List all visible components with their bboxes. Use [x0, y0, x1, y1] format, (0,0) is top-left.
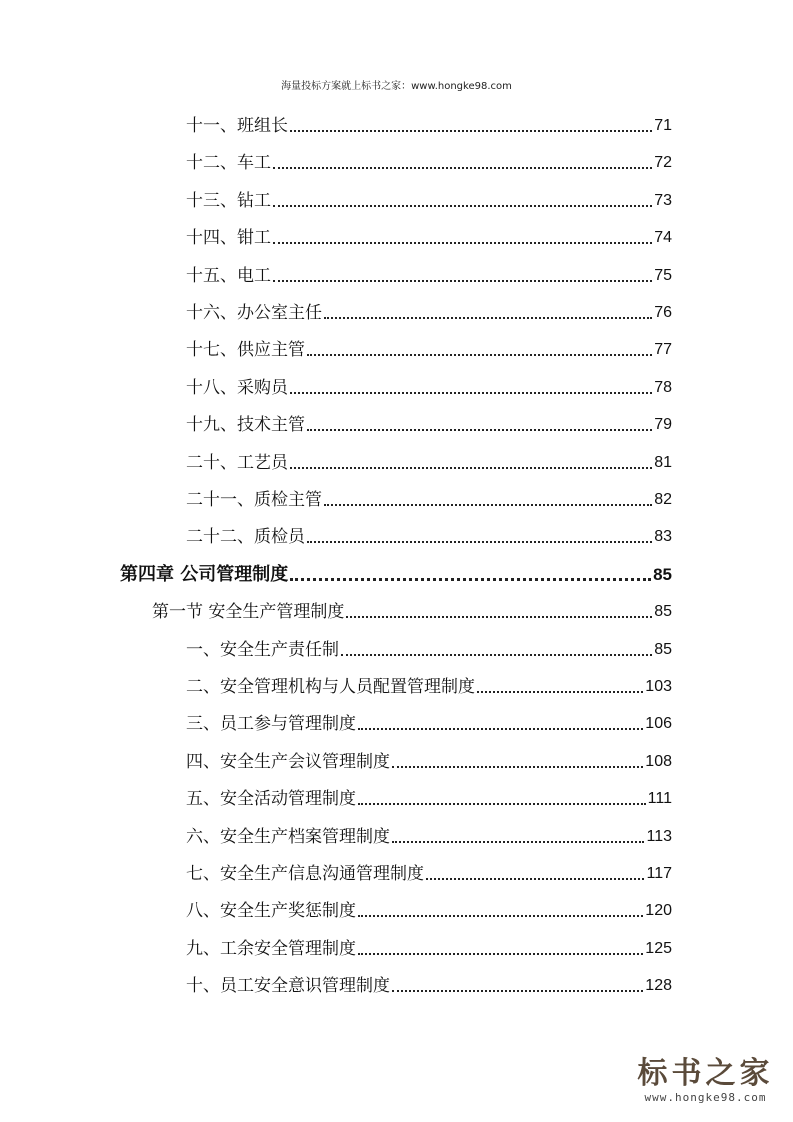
toc-page-number: 85 [654, 603, 672, 621]
toc-entry[interactable] [186, 892, 672, 922]
toc-page-number: 77 [654, 341, 672, 359]
toc-entry-label: 八、安全生产奖惩制度 [186, 901, 356, 922]
toc-page-number: 106 [645, 715, 672, 733]
toc-entry[interactable] [186, 331, 672, 361]
toc-page-number: 78 [654, 378, 672, 396]
logo-url: www.hongke98.com [644, 1091, 767, 1104]
toc-page-number: 74 [654, 229, 672, 247]
toc-leader-dots [307, 354, 652, 356]
toc-leader-dots [307, 429, 652, 431]
toc-page-number: 83 [654, 528, 672, 546]
toc-entry[interactable] [186, 780, 672, 810]
toc-entry[interactable] [186, 930, 672, 960]
toc-page-number: 103 [645, 678, 672, 695]
toc-entry[interactable] [186, 967, 672, 997]
toc-leader-dots [273, 280, 652, 282]
toc-entry[interactable] [186, 705, 672, 735]
toc-entry[interactable] [186, 144, 672, 174]
toc-entry-label: 第一节 安全生产管理制度 [152, 602, 345, 623]
toc-leader-dots [273, 167, 652, 169]
toc-page-number: 108 [645, 752, 672, 770]
toc-entry-label: 二十二、质检员 [186, 527, 305, 548]
toc-entry-label: 二、安全管理机构与人员配置管理制度 [186, 677, 475, 697]
toc-leader-dots [346, 616, 652, 618]
toc-leader-dots [358, 728, 643, 730]
toc-entry[interactable] [186, 444, 672, 474]
brand-logo [628, 1057, 783, 1104]
toc-entry[interactable] [186, 631, 672, 661]
toc-entry[interactable] [186, 294, 672, 324]
toc-entry[interactable] [186, 518, 672, 548]
toc-page-number: 82 [654, 491, 672, 508]
toc-entry[interactable] [186, 481, 672, 511]
toc-page-number: 81 [654, 453, 672, 471]
toc-leader-dots [324, 504, 652, 506]
toc-entry[interactable] [186, 107, 672, 137]
toc-entry-label: 十七、供应主管 [186, 340, 305, 361]
toc-entry-label: 二十一、质检主管 [186, 490, 322, 510]
toc-leader-dots [358, 803, 646, 805]
toc-leader-dots [273, 205, 652, 207]
toc-entry-label: 第四章 公司管理制度 [120, 563, 289, 585]
toc-page-number: 111 [647, 790, 672, 808]
toc-page-number: 72 [654, 154, 672, 172]
toc-entry-label: 十、员工安全意识管理制度 [186, 976, 390, 997]
toc-leader-dots [273, 242, 652, 244]
toc-page-number: 85 [654, 640, 672, 658]
toc-leader-dots [426, 878, 644, 880]
toc-page-number: 76 [654, 304, 672, 321]
toc-entry-label: 十五、电工 [186, 265, 271, 286]
toc-entry-label: 四、安全生产会议管理制度 [186, 751, 390, 772]
toc-entry[interactable] [186, 855, 672, 885]
toc-leader-dots [324, 317, 652, 319]
toc-leader-dots [290, 130, 652, 132]
toc-entry-label: 十九、技术主管 [186, 415, 305, 436]
toc-page-number: 71 [654, 117, 672, 134]
toc-entry[interactable] [186, 406, 672, 436]
toc-entry-label: 三、员工参与管理制度 [186, 714, 356, 735]
toc-entry[interactable] [186, 668, 672, 698]
toc-entry-label: 九、工余安全管理制度 [186, 938, 356, 959]
toc-leader-dots [358, 953, 643, 955]
toc-entry-label: 十八、采购员 [186, 377, 288, 398]
toc-page-number: 73 [654, 191, 672, 209]
toc-page-number: 125 [645, 939, 672, 957]
toc-page-number: 113 [646, 827, 672, 845]
page-header: 海量投标方案就上标书之家：www.hongke98.com [281, 81, 512, 92]
toc-section-entry[interactable] [152, 593, 672, 623]
toc-chapter-entry[interactable] [120, 556, 672, 586]
toc-leader-dots [392, 766, 643, 768]
toc-leader-dots [358, 915, 643, 917]
toc-entry-label: 十六、办公室主任 [186, 303, 322, 323]
toc-page-number: 128 [645, 977, 672, 995]
toc-leader-dots [290, 467, 652, 469]
toc-leader-dots [477, 691, 643, 693]
toc-page-number: 79 [654, 416, 672, 434]
toc-entry[interactable] [186, 369, 672, 399]
logo-title: 标书之家 [637, 1056, 774, 1091]
toc-leader-dots [392, 990, 643, 992]
toc-entry-label: 十一、班组长 [186, 116, 288, 136]
toc-entry-label: 六、安全生产档案管理制度 [186, 826, 390, 847]
toc-leader-dots [392, 841, 644, 843]
toc-entry-label: 二十、工艺员 [186, 452, 288, 473]
toc-page-number: 85 [653, 564, 672, 584]
toc-leader-dots [341, 654, 652, 656]
toc-entry-label: 一、安全生产责任制 [186, 639, 339, 660]
toc-leader-dots [290, 392, 652, 394]
toc-entry[interactable] [186, 818, 672, 848]
toc-entry[interactable] [186, 219, 672, 249]
toc-entry-label: 七、安全生产信息沟通管理制度 [186, 864, 424, 884]
toc-entry[interactable] [186, 257, 672, 287]
toc-leader-dots [307, 541, 652, 543]
toc-page-number: 117 [646, 865, 672, 882]
toc-entry-label: 十二、车工 [186, 153, 271, 174]
toc-entry-label: 五、安全活动管理制度 [186, 789, 356, 810]
toc-entry[interactable] [186, 182, 672, 212]
toc-entry-label: 十三、钻工 [186, 190, 271, 211]
toc-entry[interactable] [186, 743, 672, 773]
toc-entry-label: 十四、钳工 [186, 228, 271, 249]
toc-page-number: 120 [645, 902, 672, 920]
toc-page-number: 75 [654, 266, 672, 284]
toc-leader-dots [290, 578, 651, 581]
